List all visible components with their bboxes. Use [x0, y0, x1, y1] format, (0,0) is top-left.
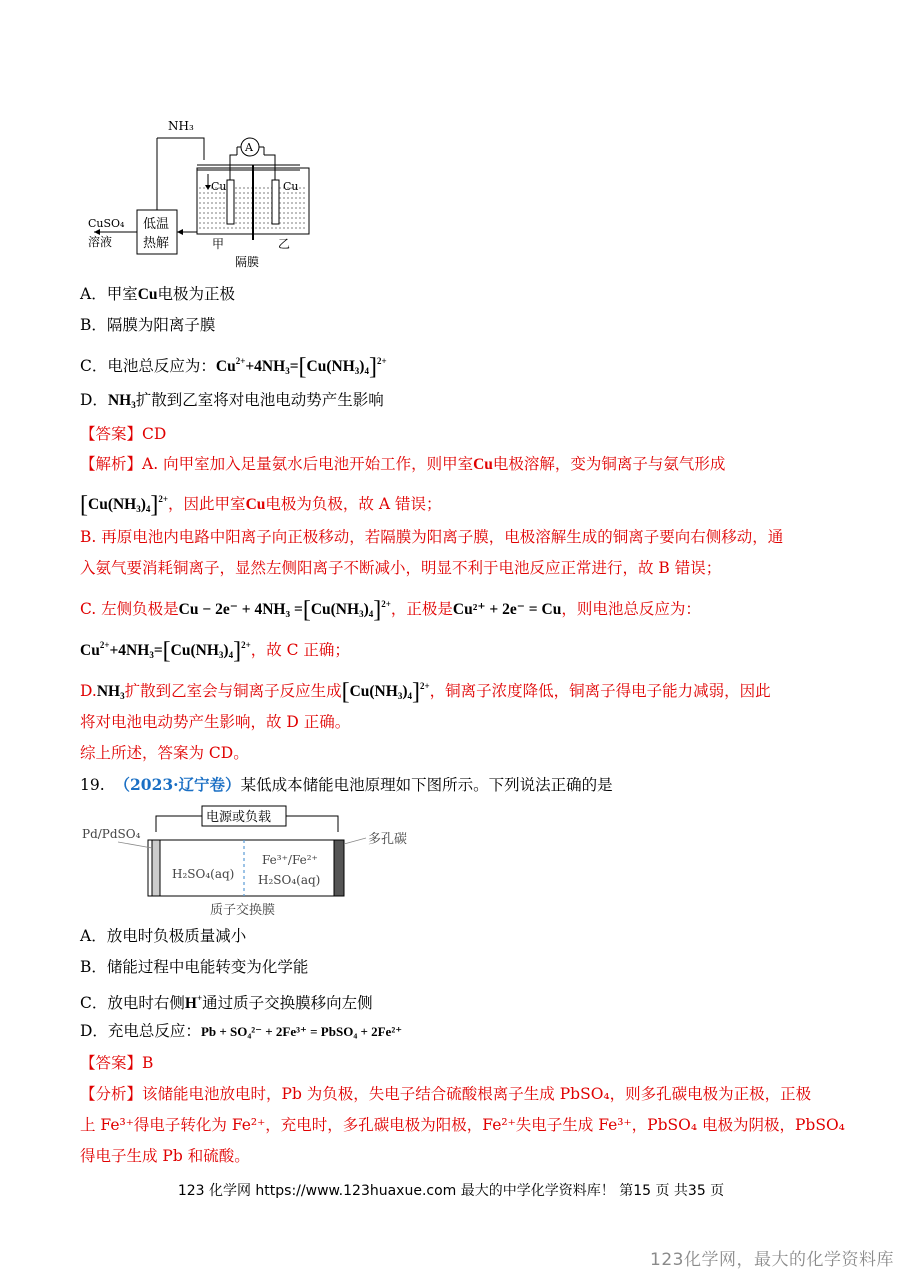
q18-analysis-c1: C. 左侧负极是$Cu - 2e^- + 4NH_3 =[Cu(NH_3)_4]^{2+}$，正极是Cu²⁺ + 2e⁻ = Cu，则电池总反应为：: [80, 597, 701, 623]
heater-line1: 低温: [143, 217, 170, 232]
q18-option-c: C．电池总反应为：$Cu^{2+}+4NH_3=[Cu(NH_3)_4]^{2+}$: [80, 354, 387, 380]
q18-analysis-d2: 将对电池电动势产生影响，故 D 正确。: [80, 713, 351, 731]
ammeter-label: A: [245, 141, 253, 154]
q18-analysis-d1: $D.NH_3$扩散到乙室会与铜离子反应生成$[Cu(NH_3)_4]^{2+}$，铜离子浓度降低，铜离子得电子能力减弱，因此: [80, 679, 771, 705]
cu-left-label: Cu: [211, 180, 227, 193]
membrane-label-2: 质子交换膜: [210, 903, 276, 918]
nh3-label: NH₃: [168, 119, 194, 133]
q18-analysis-b1: B. 再原电池内电路中阳离子向正极移动，若隔膜为阳离子膜，电极溶解生成的铜离子要向右侧移动，通: [80, 528, 784, 546]
q19-option-d: D．充电总反应：Pb + SO₄²⁻ + 2Fe³⁺ = PbSO₄ + 2Fe²⁺: [80, 1022, 403, 1040]
right-electrode-label: 多孔碳: [368, 832, 408, 847]
yi-label: 乙: [278, 237, 291, 251]
membrane-label: 隔膜: [235, 255, 260, 269]
electrode-pd: [152, 840, 160, 896]
left-electrode-label: Pd/PdSO₄: [82, 827, 141, 841]
q18-option-d: D．$NH_3$扩散到乙室将对电池电动势产生影响: [80, 391, 384, 410]
q18-option-b: B．隔膜为阳离子膜: [80, 316, 216, 334]
q18-summary: 综上所述，答案为 CD。: [80, 744, 249, 762]
electrode-carbon: [334, 840, 344, 896]
cuso4-label: CuSO₄: [88, 217, 125, 230]
q19-analysis-p3: 得电子生成 Pb 和硫酸。: [80, 1147, 250, 1165]
q19-analysis-p1: 【分析】该储能电池放电时，Pb 为负极，失电子结合硫酸根离子生成 PbSO₄，则多孔碳电极为正极，正极: [80, 1085, 812, 1103]
watermark: 123化学网，最大的化学资料库: [650, 1250, 894, 1270]
jia-label: 甲: [212, 237, 225, 251]
q19-analysis-p2: 上 Fe³⁺得电子转化为 Fe²⁺，充电时，多孔碳电极为阳极，Fe²⁺失电子生成 Fe³⁺，PbSO₄ 电极为阴极，PbSO₄: [80, 1116, 845, 1134]
cell-diagram-1: [82, 110, 322, 270]
electrode-right: [272, 180, 279, 224]
q18-analysis-b2: 入氨气要消耗铜离子，显然左侧阳离子不断减小，明显不利于电池反应正常进行，故 B 错误；: [80, 559, 722, 577]
q18-option-a: A．甲室Cu电极为正极: [80, 285, 236, 303]
q19-answer: 【答案】B: [80, 1054, 154, 1072]
q18-analysis-a1: 【解析】A. 向甲室加入足量氨水后电池开始工作，则甲室Cu电极溶解，变为铜离子与氨气形成: [80, 455, 726, 473]
q18-answer: 【答案】CD: [80, 425, 167, 443]
q18-analysis-c2: $Cu^{2+}+4NH_3=[Cu(NH_3)_4]^{2+}$，故 C 正确；: [80, 638, 350, 664]
electrode-left: [227, 180, 234, 224]
right-solution-label: H₂SO₄(aq): [258, 873, 321, 887]
q19-option-b: B．储能过程中电能转变为化学能: [80, 958, 309, 976]
page-footer: 123 化学网 https://www.123huaxue.com 最大的中学化学资料库！ 第15 页 共35 页: [177, 1183, 725, 1199]
q19-option-c: C．放电时右侧H+通过质子交换膜移向左侧: [80, 993, 373, 1012]
solution-label: 溶液: [88, 235, 113, 249]
left-solution-label: H₂SO₄(aq): [172, 867, 235, 881]
cell-diagram-2: [80, 802, 420, 920]
right-ions-label: Fe³⁺/Fe²⁺: [262, 853, 318, 867]
heater-line2: 热解: [143, 236, 170, 251]
q19-stem: 19. （2023·辽宁卷）某低成本储能电池原理如下图所示。下列说法正确的是: [80, 775, 613, 794]
q18-analysis-a2: $[Cu(NH_3)_4]^{2+}$，因此甲室Cu电极为负极，故 A 错误；: [80, 492, 442, 518]
cu-right-label: Cu: [283, 180, 299, 193]
power-label: 电源或负载: [206, 810, 272, 825]
q19-option-a: A．放电时负极质量减小: [80, 927, 247, 945]
